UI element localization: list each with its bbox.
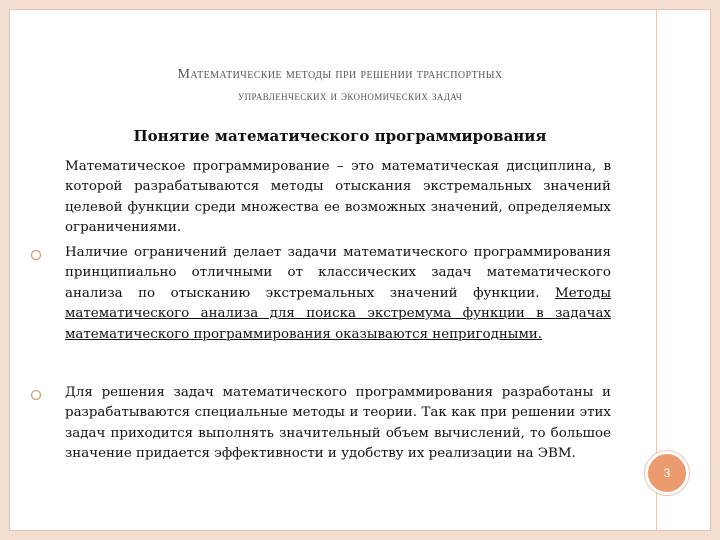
paragraph-definition: Математическое программирование – это математическая дисциплина, в которой разрабатываются методы отыскания экстремальных значений целевой функции среди множества ее возможных значений, определяемых ограничениями. <box>65 159 611 236</box>
paragraph-constraints-text: Наличие ограничений делает задачи математического программирования принципиально отличными от классических задач математического анализа по отысканию экстремальных значений функции. <box>65 245 611 301</box>
paragraph-constraints-underlined: Методы математического анализа для поиска экстремума функции в задачах математического программирования оказываются непригодными. <box>65 285 611 342</box>
section-heading: Понятие математического программирования <box>133 127 547 145</box>
paragraph-methods: Для решения задач математического программирования разработаны и разрабатываются специальные методы и теории. Так как при решении этих задач приходится выполнять значительный объем вычислений, то большое значение придается эффективности и удобству их реализации на ЭВМ. <box>65 385 611 462</box>
page-number-badge: 3 <box>645 451 689 495</box>
title-line-2: управленческих и экономических задач <box>237 88 463 103</box>
bullet-icon <box>30 249 42 261</box>
bullet-icon <box>30 389 42 401</box>
slide-title <box>60 64 620 106</box>
title-line-1: Математические методы при решении транспортных <box>177 67 503 82</box>
paragraph-constraints <box>65 243 611 345</box>
